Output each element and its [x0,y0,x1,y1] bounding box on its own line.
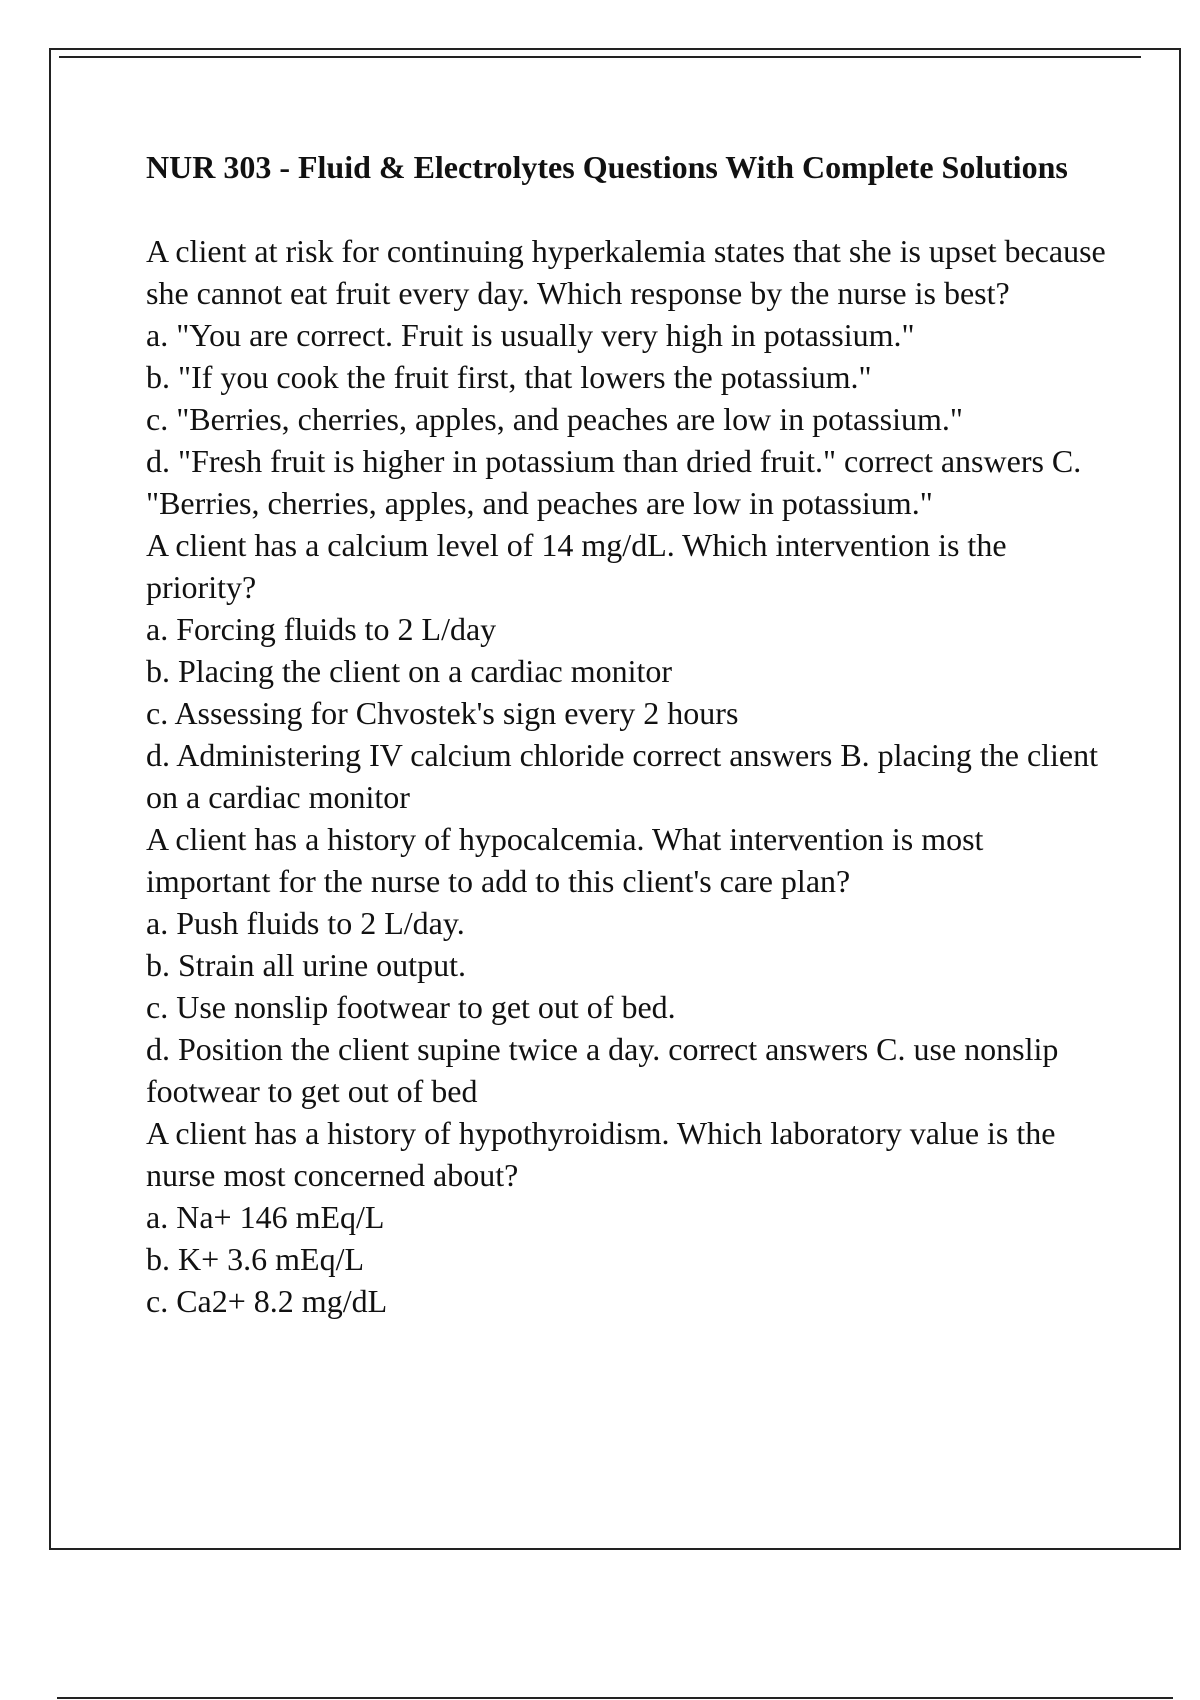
answer-option: b. Strain all urine output. [146,947,466,983]
answer-option: c. Ca2+ 8.2 mg/dL [146,1283,388,1319]
bottom-rule [57,1697,1173,1699]
answer-option-with-solution: d. Position the client supine twice a day. correct answers C. use nonslip footwear to get out of bed [146,1031,1059,1109]
answer-option-with-solution: d. Administering IV calcium chloride correct answers B. placing the client on a cardiac monitor [146,737,1099,815]
question-4 [146,1112,1106,1322]
answer-option: b. Placing the client on a cardiac monitor [146,653,673,689]
answer-option: c. Assessing for Chvostek's sign every 2 hours [146,695,739,731]
question-3 [146,818,1106,1112]
question-stem: A client has a calcium level of 14 mg/dL. Which intervention is the priority? [146,527,1007,605]
answer-option: b. K+ 3.6 mEq/L [146,1241,365,1277]
question-stem: A client has a history of hypothyroidism. Which laboratory value is the nurse most concerned about? [146,1115,1056,1193]
answer-option: a. Na+ 146 mEq/L [146,1199,385,1235]
answer-option: a. Push fluids to 2 L/day. [146,905,465,941]
answer-option: b. "If you cook the fruit first, that lowers the potassium." [146,359,872,395]
answer-option-with-solution: d. "Fresh fruit is higher in potassium than dried fruit." correct answers C. "Berries, cherries, apples, and peaches are low in potassium." [146,443,1082,521]
question-stem: A client has a history of hypocalcemia. What intervention is most important for the nurse to add to this client's care plan? [146,821,984,899]
answer-option: a. Forcing fluids to 2 L/day [146,611,497,647]
document-body [146,146,1106,1322]
answer-option: c. "Berries, cherries, apples, and peaches are low in potassium." [146,401,963,437]
question-2 [146,524,1106,818]
question-stem: A client at risk for continuing hyperkalemia states that she is upset because she cannot eat fruit every day. Which response by the nurse is best? [146,233,1106,311]
answer-option: c. Use nonslip footwear to get out of bed. [146,989,676,1025]
top-rule [59,56,1141,58]
question-1 [146,230,1106,524]
document-title: NUR 303 - Fluid & Electrolytes Questions With Complete Solutions [146,149,1068,185]
answer-option: a. "You are correct. Fruit is usually very high in potassium." [146,317,915,353]
